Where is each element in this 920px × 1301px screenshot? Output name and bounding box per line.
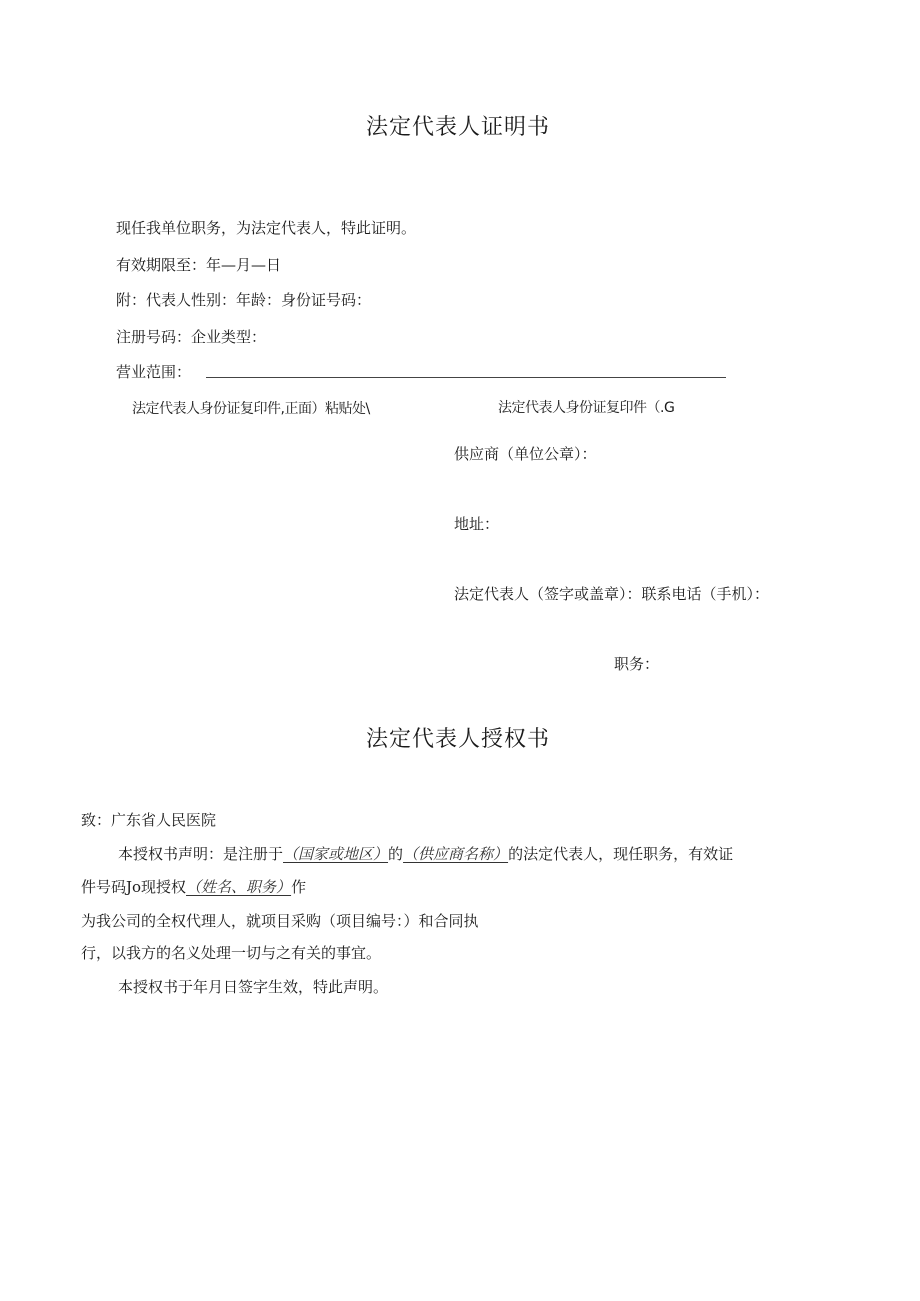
id-back-paste-area: 法定代表人身份证复印件（.G [498,400,675,416]
cert-statement: 现任我单位职务，为法定代表人，特此证明。 [116,219,417,237]
validity-line: 有效期限至：年—月—日 [116,256,282,274]
declaration-text-b: 的 [388,845,404,863]
position-label: 职务： [614,655,660,673]
id-front-paste-area: 法定代表人身份证复印件,正面）粘贴处\ [132,401,370,417]
declaration-text-c: 的法定代表人，现任职务，有效证 [508,845,734,863]
business-scope-underline [206,377,726,378]
auth-declaration-line2 [81,876,306,897]
addressee-line: 致：广东省人民医院 [81,811,217,829]
auth-declaration-line4: 行，以我方的名义处理一切与之有关的事宜。 [81,944,382,962]
auth-effective-line: 本授权书于年月日签字生效，特此声明。 [118,978,389,996]
declaration-text-a: 本授权书声明：是注册于 [118,845,284,863]
supplier-seal-label: 供应商（单位公章）： [454,445,597,463]
auth-title: 法定代表人授权书 [366,727,551,752]
supplier-name-field: （供应商名称） [403,845,509,863]
representative-signature-label: 法定代表人（签字或盖章）：联系电话（手机）： [454,585,770,603]
declaration-text-e: 作 [291,878,307,896]
registration-line: 注册号码：企业类型： [116,328,267,346]
business-scope-label: 营业范围： [116,363,192,381]
country-region-field: （国家或地区） [283,845,389,863]
auth-declaration-line3: 为我公司的全权代理人，就项目采购（项目编号：）和合同执 [81,912,479,930]
name-position-field: （姓名、职务） [186,878,292,896]
declaration-text-d: 件号码Jo现授权 [81,878,187,896]
address-label: 地址： [454,515,500,533]
cert-title: 法定代表人证明书 [366,115,551,140]
representative-info-line: 附：代表人性别：年龄：身份证号码： [116,291,372,309]
auth-declaration-line1 [118,843,733,864]
